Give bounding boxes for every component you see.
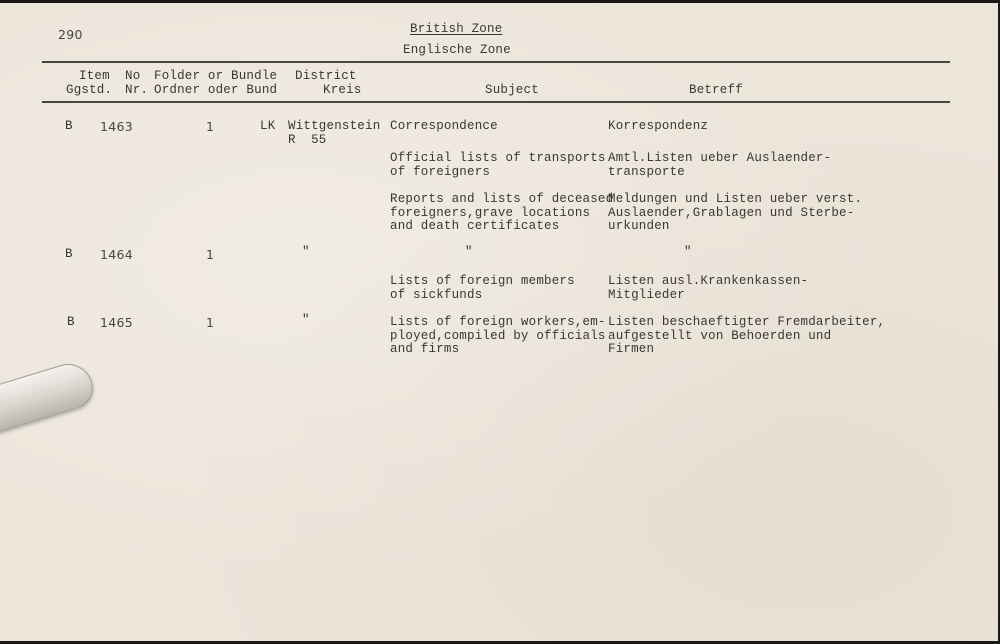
row-subject-ditto: " <box>465 245 473 259</box>
header-district-de: Kreis <box>323 83 362 97</box>
header-no: No <box>125 69 141 83</box>
row-subject: Correspondence <box>390 119 498 133</box>
row-folder: 1 <box>206 315 215 330</box>
row-number: 1465 <box>100 315 134 330</box>
row-item: B <box>67 315 75 329</box>
header-betreff: Betreff <box>689 83 743 97</box>
paper-clip <box>0 358 98 438</box>
header-no-de: Nr. <box>125 83 149 97</box>
row-district-prefix: LK <box>260 119 276 133</box>
row-betreff: Listen beschaeftigter Fremdarbeiter, aufgestellt von Behoerden und Firmen <box>608 315 886 356</box>
document-subtitle: Englische Zone <box>403 43 511 57</box>
header-rule-top <box>42 61 950 63</box>
header-item-de: Ggstd. <box>66 83 113 97</box>
row-subject: Lists of foreign workers,em- ployed,compiled by officials and firms <box>390 315 606 356</box>
row-betreff: Korrespondenz <box>608 119 709 133</box>
document-title: British Zone <box>410 22 503 36</box>
row-number: 1464 <box>100 247 134 262</box>
row-betreff-ditto: " <box>684 245 692 259</box>
page-number: 290 <box>58 27 83 42</box>
row-betreff: Amtl.Listen ueber Auslaender- transporte <box>608 151 832 179</box>
header-subject: Subject <box>485 83 539 97</box>
row-folder: 1 <box>206 247 215 262</box>
row-item: B <box>65 119 73 133</box>
row-subject: Official lists of transports of foreigners <box>390 151 606 179</box>
row-district-ditto: " <box>302 313 310 327</box>
header-item: Item <box>79 69 110 83</box>
row-number: 1463 <box>100 119 134 134</box>
row-district-ditto: " <box>302 245 310 259</box>
header-folder: Folder or Bundle <box>154 69 278 83</box>
row-subject: Lists of foreign members of sickfunds <box>390 274 575 302</box>
row-subject: Reports and lists of deceased foreigners,grave locations and death certificates <box>390 192 614 233</box>
header-rule-bottom <box>42 101 950 103</box>
header-district: District <box>295 69 357 83</box>
row-district: Wittgenstein R 55 <box>288 119 381 147</box>
row-betreff: Meldungen und Listen ueber verst. Auslaender,Grablagen und Sterbe- urkunden <box>608 192 863 233</box>
row-item: B <box>65 247 73 261</box>
row-betreff: Listen ausl.Krankenkassen- Mitglieder <box>608 274 809 302</box>
header-folder-de: Ordner oder Bund <box>154 83 278 97</box>
document-page <box>0 3 998 641</box>
row-folder: 1 <box>206 119 215 134</box>
